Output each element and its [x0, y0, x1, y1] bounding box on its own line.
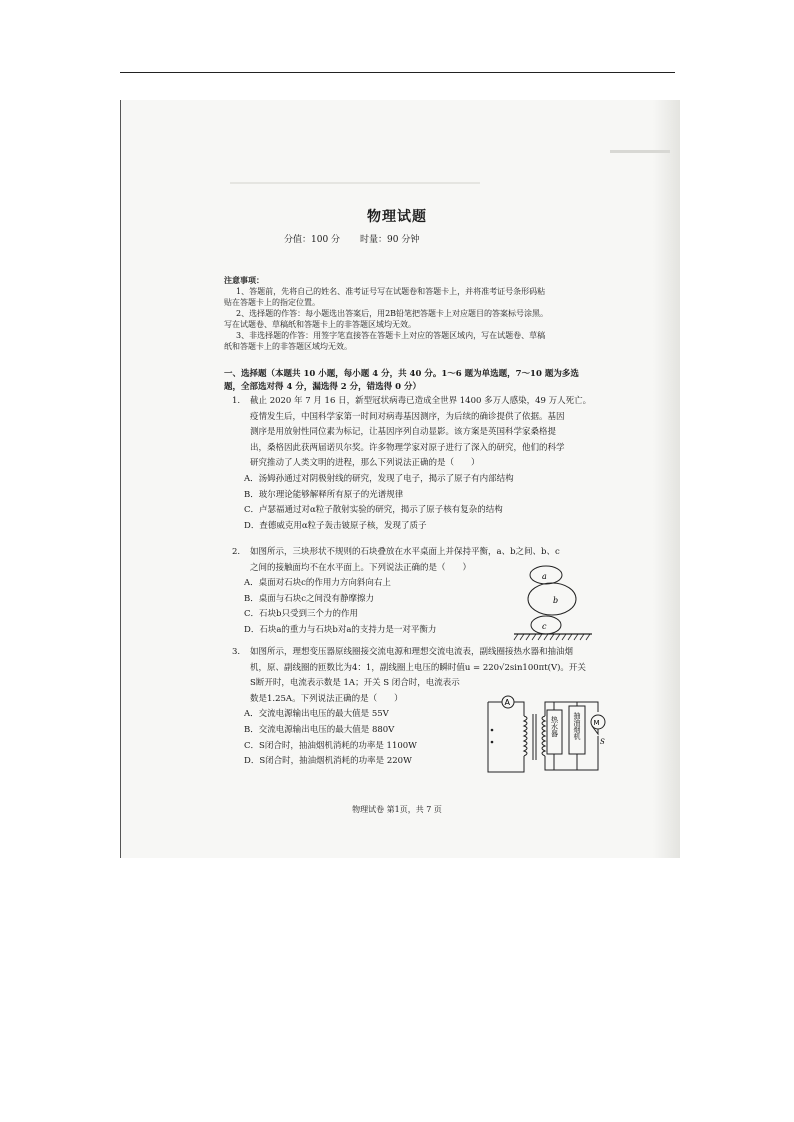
time-label: 时量：90 分钟 [360, 235, 420, 245]
page-footer: 物理试卷 第1页，共 7 页 [352, 805, 442, 814]
q3-option-c: C．S闭合时，抽油烟机消耗的功率是 1100W [244, 740, 417, 751]
notice-2b: 写在试题卷、草稿纸和答题卡上的非答题区域均无效。 [224, 320, 416, 329]
switch-label: S [600, 738, 605, 746]
q1-line1: 截止 2020 年 7 月 16 日，新型冠状病毒已造成全世界 1400 多万人感染，49 万人死亡。 [250, 396, 592, 406]
stone-b [528, 583, 576, 615]
q1-line2: 疫情发生后，中国科学家第一时间对病毒基因测序，为后续的确诊提供了依据。基因 [250, 411, 565, 422]
label-b: b [553, 596, 559, 605]
q1-line3: 测序是用放射性同位素为标记，让基因序列自动显影。该方案是英国科学家桑格提 [250, 427, 557, 438]
top-rule [120, 72, 675, 73]
notice-block [224, 275, 649, 352]
q2-line2: 之间的接触面均不在水平面上。下列说法正确的是（ ） [250, 562, 472, 573]
q2-option-c: C．石块b只受到三个力的作用 [244, 609, 358, 620]
hood-label: 抽油烟机 [573, 712, 581, 740]
q1-line4: 出，桑格因此获两届诺贝尔奖。许多物理学家对原子进行了深入的研究，他们的科学 [250, 442, 565, 453]
q2-option-b: B．桌面与石块c之间没有静摩擦力 [244, 593, 375, 604]
q1-line5: 研究推动了人类文明的进程，那么下列说法正确的是（ ） [250, 458, 480, 469]
q1-option-c: C．卢瑟福通过对α粒子散射实验的研究，揭示了原子核有复杂的结构 [244, 505, 503, 516]
notice-3: 3、非选择题的作答：用签字笔直接答在答题卡上对应的答题区域内，写在试题卷、草稿 [236, 331, 546, 340]
notice-1: 1、答题前，先将自己的姓名、准考证号写在试题卷和答题卡上，并将准考证号条形码粘 [236, 287, 546, 296]
motor-label: M [593, 719, 600, 727]
scan-smudge [230, 182, 480, 184]
q1-option-a: A．汤姆孙通过对阴极射线的研究，发现了电子，揭示了原子有内部结构 [244, 473, 514, 484]
score-label: 分值：100 分 [284, 235, 341, 245]
q3-line4: 数是1.25A。下列说法正确的是（ ） [250, 693, 403, 704]
heater-label: 热水器 [550, 716, 559, 737]
q2-option-d: D．石块a的重力与石块b对a的支持力是一对平衡力 [244, 624, 437, 635]
notice-3b: 纸和答题卡上的非答题区域均无效。 [224, 342, 352, 351]
terminal-dot [491, 729, 494, 732]
notice-1b: 贴在答题卡上的指定位置。 [224, 298, 320, 307]
label-c: c [542, 622, 547, 631]
secondary-coil-icon [542, 716, 545, 756]
wire [514, 702, 524, 716]
q3-line3: S断开时，电流表示数是 1A；开关 S 闭合时，电流表示 [250, 678, 460, 689]
page-title: 物理试题 [367, 209, 427, 225]
wire [488, 702, 524, 772]
transformer-circuit [480, 690, 610, 780]
q2-line1: 如图所示，三块形状不规则的石块叠放在水平桌面上并保持平衡，a、b之间、b、c [250, 547, 560, 557]
question-1 [232, 394, 591, 534]
label-a: a [542, 572, 547, 581]
q1-option-b: B．玻尔理论能够解释所有原子的光谱规律 [244, 489, 404, 500]
section-heading [224, 368, 654, 394]
q3-option-a: A．交流电源输出电压的最大值是 55V [244, 709, 389, 720]
notice-2: 2、选择题的作答：每小题选出答案后，用2B铅笔把答题卡上对应题目的答案标号涂黑。 [236, 309, 549, 318]
primary-coil-icon [524, 716, 527, 756]
table-hatching [514, 634, 590, 640]
q1-option-d: D．査德威克用α粒子轰击铍原子核，发现了质子 [244, 520, 427, 531]
section-heading-line2: 题，全部选对得 4 分，漏选得 2 分，错选得 0 分） [224, 382, 422, 392]
notice-heading: 注意事项： [224, 275, 264, 285]
ammeter-label: A [504, 698, 510, 707]
terminal-dot [491, 741, 494, 744]
q3-line1: 如图所示，理想变压器原线圈接交流电源和理想交流电流表，副线圈接热水器和抽油烟 [250, 647, 574, 657]
stones-figure [508, 562, 598, 647]
section-heading-line1: 一、选择题（本题共 10 小题，每小题 4 分，共 40 分。1～6 题为单选题，7～10 题为多选 [224, 369, 579, 379]
question-number: 3. [232, 647, 241, 657]
question-number: 2. [232, 547, 241, 557]
scan-smudge [610, 150, 670, 153]
question-number: 1. [232, 396, 241, 406]
q3-option-b: B．交流电源输出电压的最大值是 880V [244, 724, 395, 735]
q2-option-a: A．桌面对石块c的作用力方向斜向右上 [244, 578, 391, 589]
q3-line2: 机，原、副线圈的匝数比为4：1，副线圈上电压的瞬时值u = 220√2sin100πt(V)。开关 [250, 662, 586, 673]
q3-option-d: D．S闭合时，抽油烟机消耗的功率是 220W [244, 756, 412, 767]
